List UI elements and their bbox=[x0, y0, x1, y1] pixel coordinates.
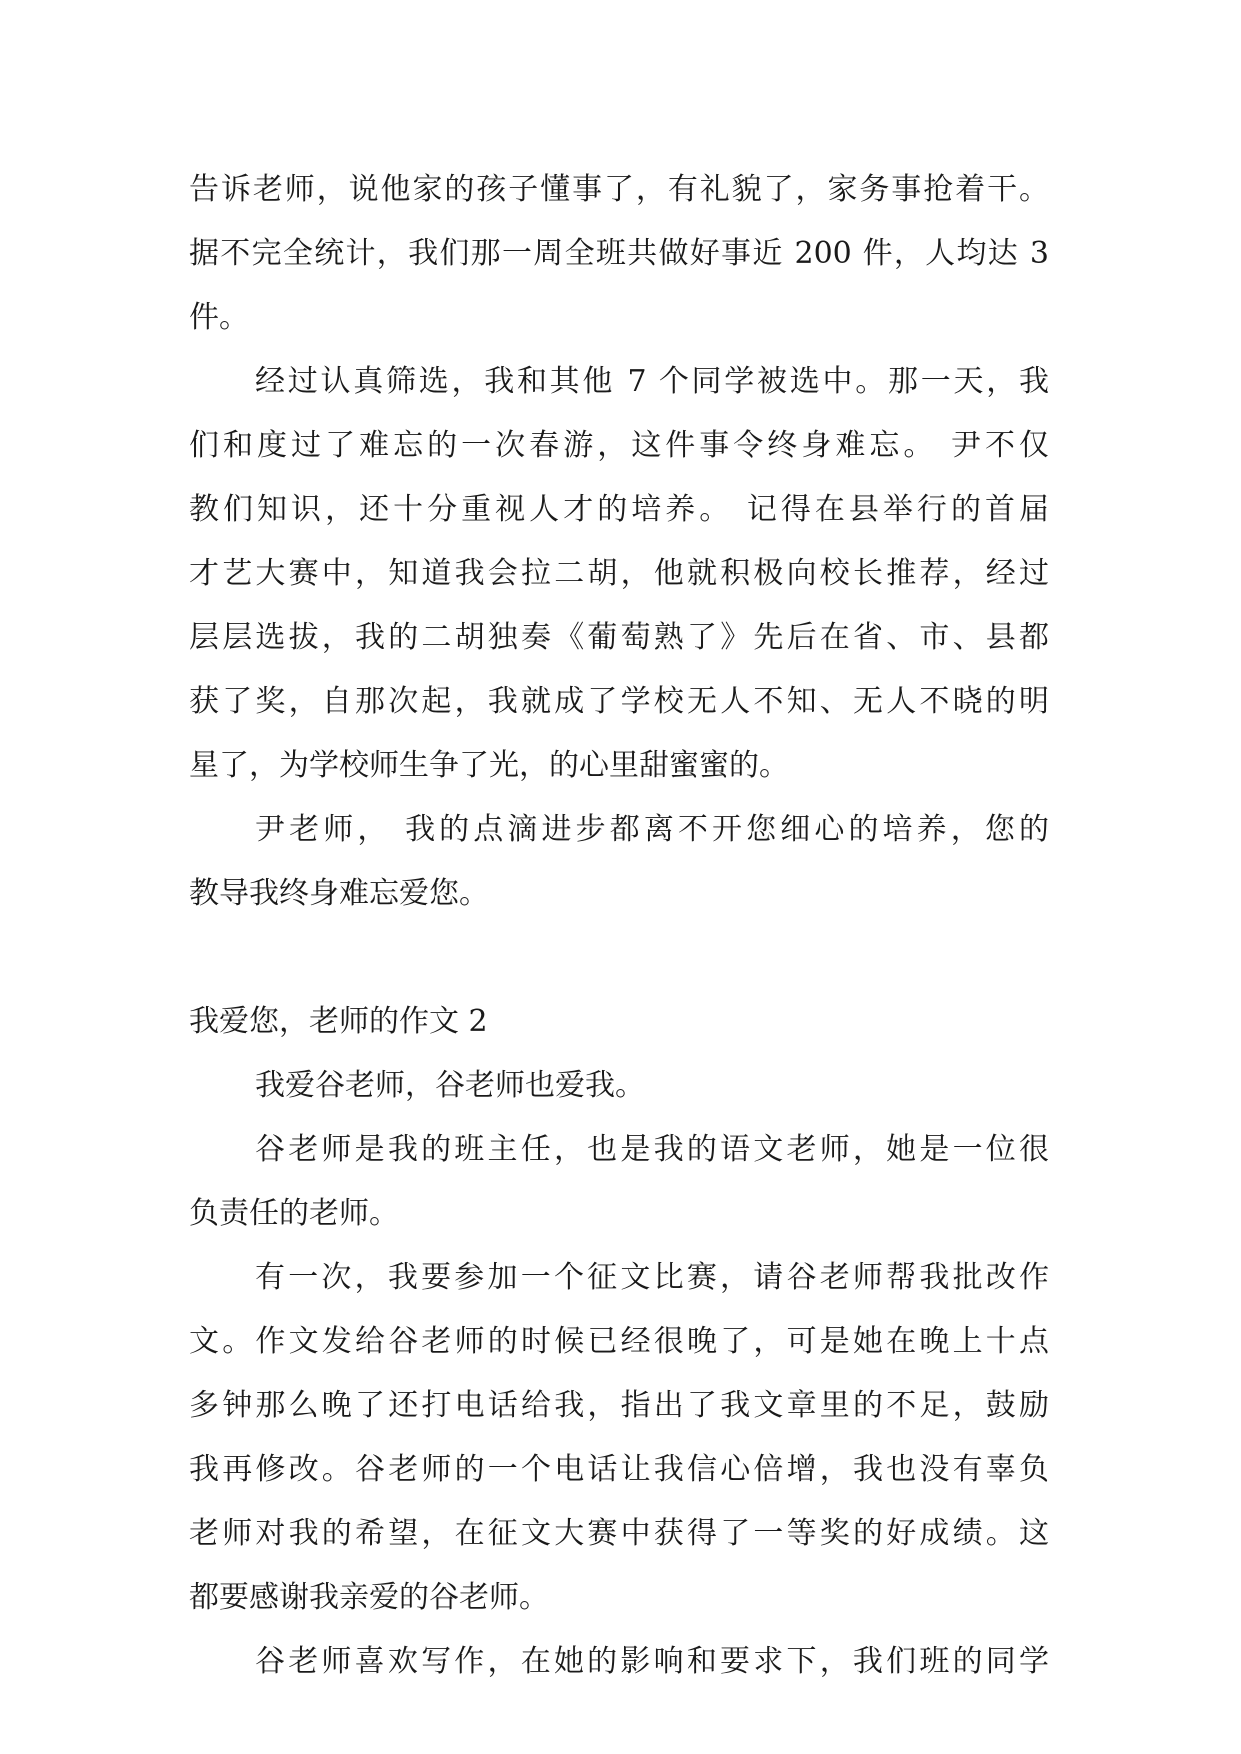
text-line: 老师对我的希望，在征文大赛中获得了一等奖的好成绩。这 bbox=[189, 1516, 1049, 1551]
document-body bbox=[189, 158, 1049, 1694]
text-line: 获了奖，自那次起，我就成了学校无人不知、无人不晓的明 bbox=[189, 684, 1049, 719]
paragraph bbox=[189, 350, 1049, 798]
blank-line bbox=[189, 926, 1049, 990]
paragraph bbox=[189, 1630, 1049, 1694]
text-line: 教导我终身难忘爱您。 bbox=[189, 876, 489, 911]
text-line: 负责任的老师。 bbox=[189, 1196, 399, 1231]
text-line: 经过认真筛选，我和其他 7 个同学被选中。那一天，我 bbox=[255, 364, 1049, 399]
text-line: 尹老师， 我的点滴进步都离不开您细心的培养，您的 bbox=[255, 812, 1049, 847]
text-line: 层层选拔，我的二胡独奏《葡萄熟了》先后在省、市、县都 bbox=[189, 620, 1049, 655]
text-line: 告诉老师，说他家的孩子懂事了，有礼貌了，家务事抢着干。 bbox=[189, 172, 1049, 207]
section-heading bbox=[189, 990, 1049, 1054]
text-line: 们和度过了难忘的一次春游，这件事令终身难忘。 尹不仅 bbox=[189, 428, 1049, 463]
heading-text: 我爱您，老师的作文 2 bbox=[189, 1004, 488, 1039]
text-line: 教们知识，还十分重视人才的培养。 记得在县举行的首届 bbox=[189, 492, 1049, 527]
text-line: 据不完全统计，我们那一周全班共做好事近 200 件，人均达 3 bbox=[189, 236, 1049, 271]
paragraph bbox=[189, 798, 1049, 926]
text-line: 件。 bbox=[189, 300, 249, 335]
text-line: 谷老师是我的班主任，也是我的语文老师，她是一位很 bbox=[255, 1132, 1049, 1167]
paragraph bbox=[189, 1054, 1049, 1118]
paragraph bbox=[189, 158, 1049, 350]
text-line: 才艺大赛中，知道我会拉二胡，他就积极向校长推荐，经过 bbox=[189, 556, 1049, 591]
paragraph bbox=[189, 1118, 1049, 1246]
text-line: 我爱谷老师，谷老师也爱我。 bbox=[255, 1068, 645, 1103]
paragraph bbox=[189, 1246, 1049, 1630]
text-line: 都要感谢我亲爱的谷老师。 bbox=[189, 1580, 549, 1615]
text-line: 谷老师喜欢写作，在她的影响和要求下，我们班的同学 bbox=[255, 1644, 1049, 1679]
text-line: 文。作文发给谷老师的时候已经很晚了，可是她在晚上十点 bbox=[189, 1324, 1049, 1359]
text-line: 有一次，我要参加一个征文比赛，请谷老师帮我批改作 bbox=[255, 1260, 1049, 1295]
text-line: 多钟那么晚了还打电话给我，指出了我文章里的不足，鼓励 bbox=[189, 1388, 1049, 1423]
text-line: 星了，为学校师生争了光，的心里甜蜜蜜的。 bbox=[189, 748, 789, 783]
text-line: 我再修改。谷老师的一个电话让我信心倍增，我也没有辜负 bbox=[189, 1452, 1049, 1487]
